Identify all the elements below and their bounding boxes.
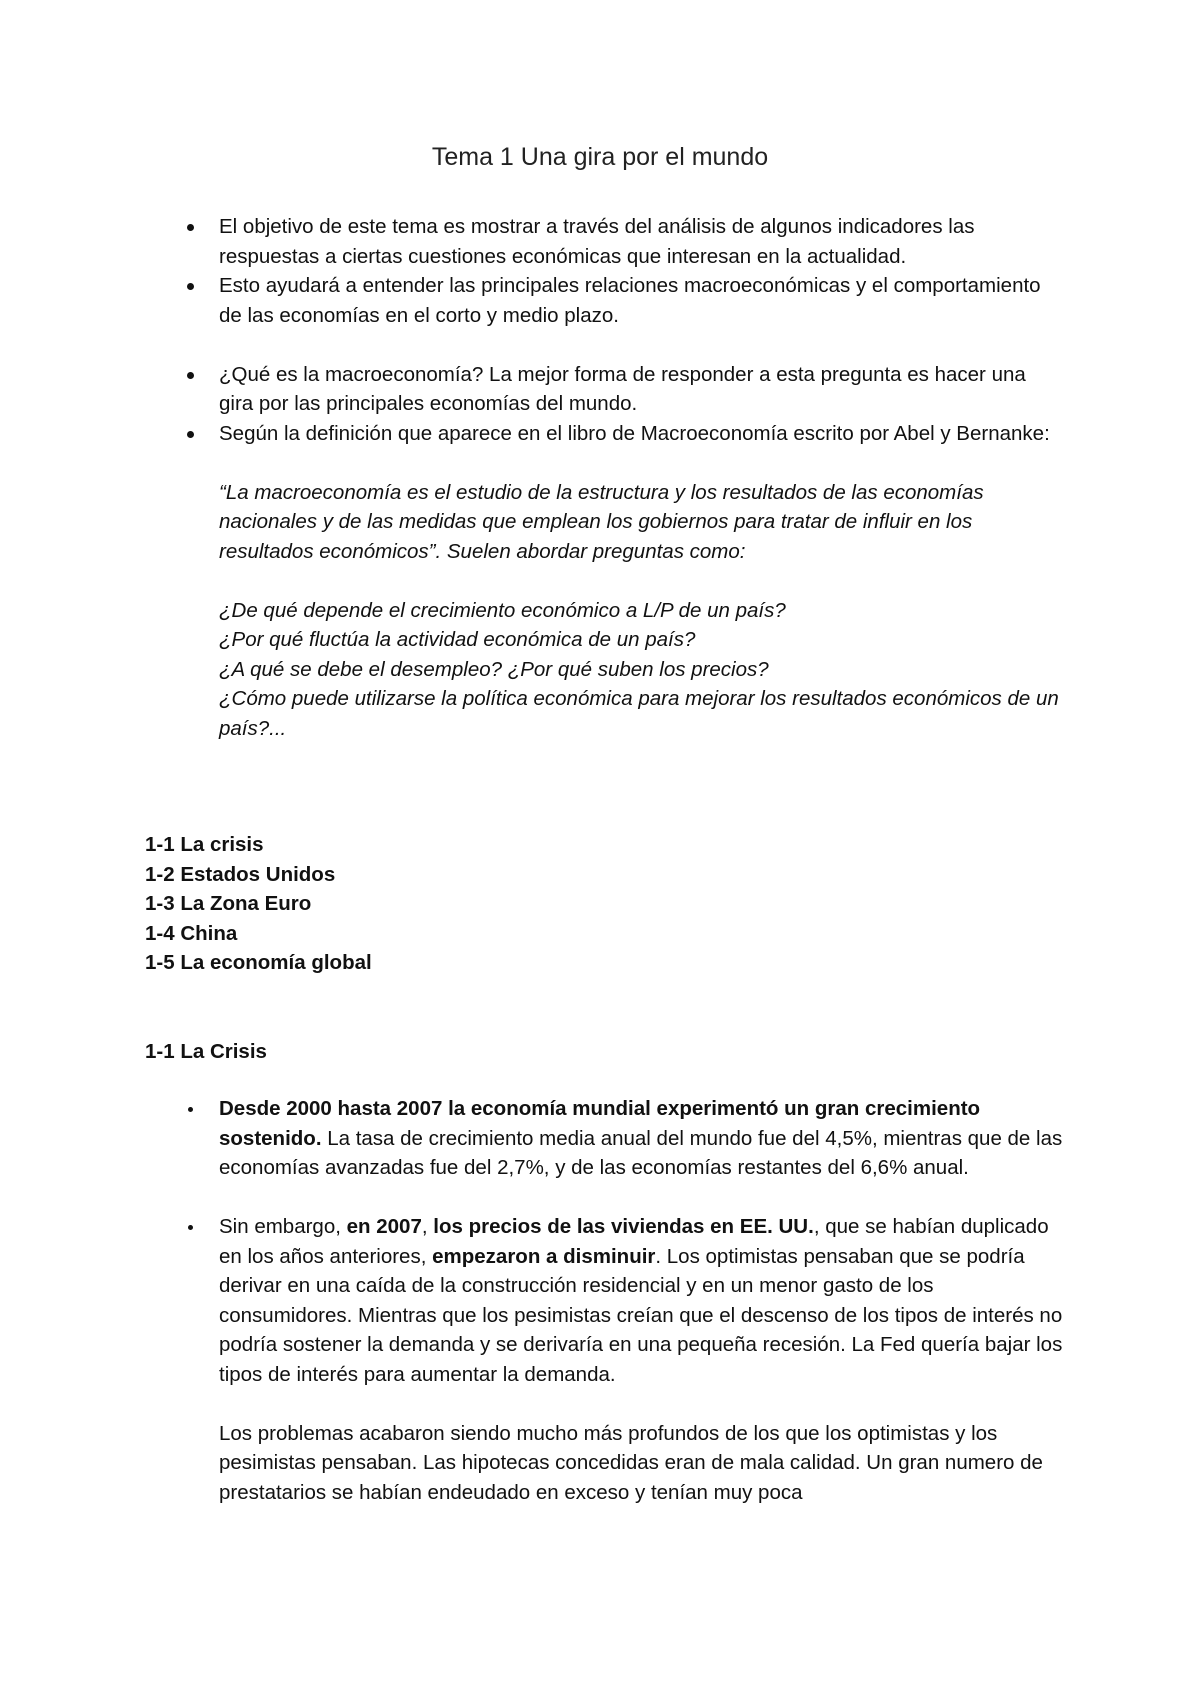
- bullet-icon: [188, 1225, 193, 1230]
- list-item: [145, 1212, 1065, 1389]
- list-item-text: El objetivo de este tema es mostrar a través del análisis de algunos indicadores las respuestas a ciertas cuestiones económicas que interesan en la actualidad.: [219, 215, 975, 268]
- list-item: [145, 360, 1065, 419]
- list-item-text: , que se habían duplicado en los años anteriores,: [219, 1215, 1049, 1268]
- table-of-contents: [145, 830, 372, 978]
- crisis-section: [145, 1094, 1065, 1507]
- intro-bullet-list-2: [145, 360, 1065, 449]
- list-item-bold-text: Desde 2000 hasta 2007 la economía mundial experimentó un gran crecimiento sostenido.: [219, 1097, 981, 1150]
- list-item-bold-text: los precios de las viviendas en EE. UU.: [433, 1215, 814, 1238]
- list-item-bold-text: empezaron a disminuir: [432, 1244, 656, 1268]
- question-item: ¿De qué depende el crecimiento económico a L/P de un país?: [219, 598, 786, 622]
- list-item-text: . Los optimistas pensaban que se podría derivar en una caída de la construcción residencial y en un menor gasto de los consumidores. Mientras que los pesimistas creían que el descenso de los tipos de interés no podría sostener la demanda y se derivaría en una pequeña recesión. La Fed quería bajar los tipos de interés para aumentar la demanda.: [219, 1244, 1063, 1386]
- body-paragraph: Los problemas acabaron siendo mucho más profundos de los que los optimistas y los pesimistas pensaban. Las hipotecas concedidas eran de mala calidad. Un gran numero de prestatarios se habían endeudado en exceso y tenían muy poca: [219, 1421, 1043, 1504]
- toc-item: 1-1 La crisis: [145, 833, 264, 856]
- spacer: [145, 1389, 1065, 1419]
- toc-item: 1-2 Estados Unidos: [145, 862, 336, 886]
- bullet-icon: [188, 1107, 193, 1112]
- section-heading: 1-1 La Crisis: [145, 1040, 267, 1063]
- page-title: Tema 1 Una gira por el mundo: [431, 143, 769, 171]
- toc-item: 1-5 La economía global: [145, 951, 372, 974]
- bullet-icon: [187, 283, 194, 290]
- list-item-text: ¿Qué es la macroeconomía? La mejor forma de responder a esta pregunta es hacer una gira por las principales economías del mundo.: [219, 362, 1026, 415]
- spacer: [145, 330, 1065, 360]
- crisis-bullet-list: [145, 1094, 1065, 1389]
- list-item-text: Sin embargo,: [219, 1215, 347, 1238]
- list-item-text: Esto ayudará a entender las principales relaciones macroeconómicas y el comportamiento de las economías en el corto y medio plazo.: [219, 274, 1041, 327]
- definition-quote: “La macroeconomía es el estudio de la estructura y los resultados de las economías nacionales y de las medidas que emplean los gobiernos para tratar de influir en los resultados económicos”. Suelen abordar preguntas como:: [219, 480, 984, 563]
- spacer: [145, 566, 1065, 596]
- toc-item: 1-3 La Zona Euro: [145, 892, 312, 915]
- intro-bullet-list: [145, 212, 1065, 330]
- list-item: [145, 419, 1065, 449]
- list-item: [145, 212, 1065, 271]
- toc-item: 1-4 China: [145, 921, 238, 945]
- question-item: ¿Cómo puede utilizarse la política económica para mejorar los resultados económicos de un país?...: [219, 687, 1059, 740]
- question-item: ¿Por qué fluctúa la actividad económica de un país?: [219, 628, 696, 651]
- bullet-icon: [187, 431, 194, 438]
- spacer-item: [145, 1183, 1065, 1213]
- list-item-text: ,: [421, 1215, 434, 1238]
- intro-section: [145, 212, 1065, 743]
- question-list: [145, 596, 1065, 744]
- question-item: ¿A qué se debe el desempleo? ¿Por qué suben los precios?: [219, 657, 769, 681]
- list-item-text: La tasa de crecimiento media anual del mundo fue del 4,5%, mientras que de las economías avanzadas fue del 2,7%, y de las economías restantes del 6,6% anual.: [219, 1126, 1063, 1179]
- list-item: [145, 1094, 1065, 1183]
- bullet-icon: [187, 372, 194, 379]
- list-item-text: Según la definición que aparece en el libro de Macroeconomía escrito por Abel y Bernanke:: [219, 421, 1050, 445]
- bullet-icon: [187, 224, 194, 231]
- list-item-bold-text: en 2007: [346, 1215, 422, 1238]
- spacer: [145, 448, 1065, 478]
- list-item: [145, 271, 1065, 330]
